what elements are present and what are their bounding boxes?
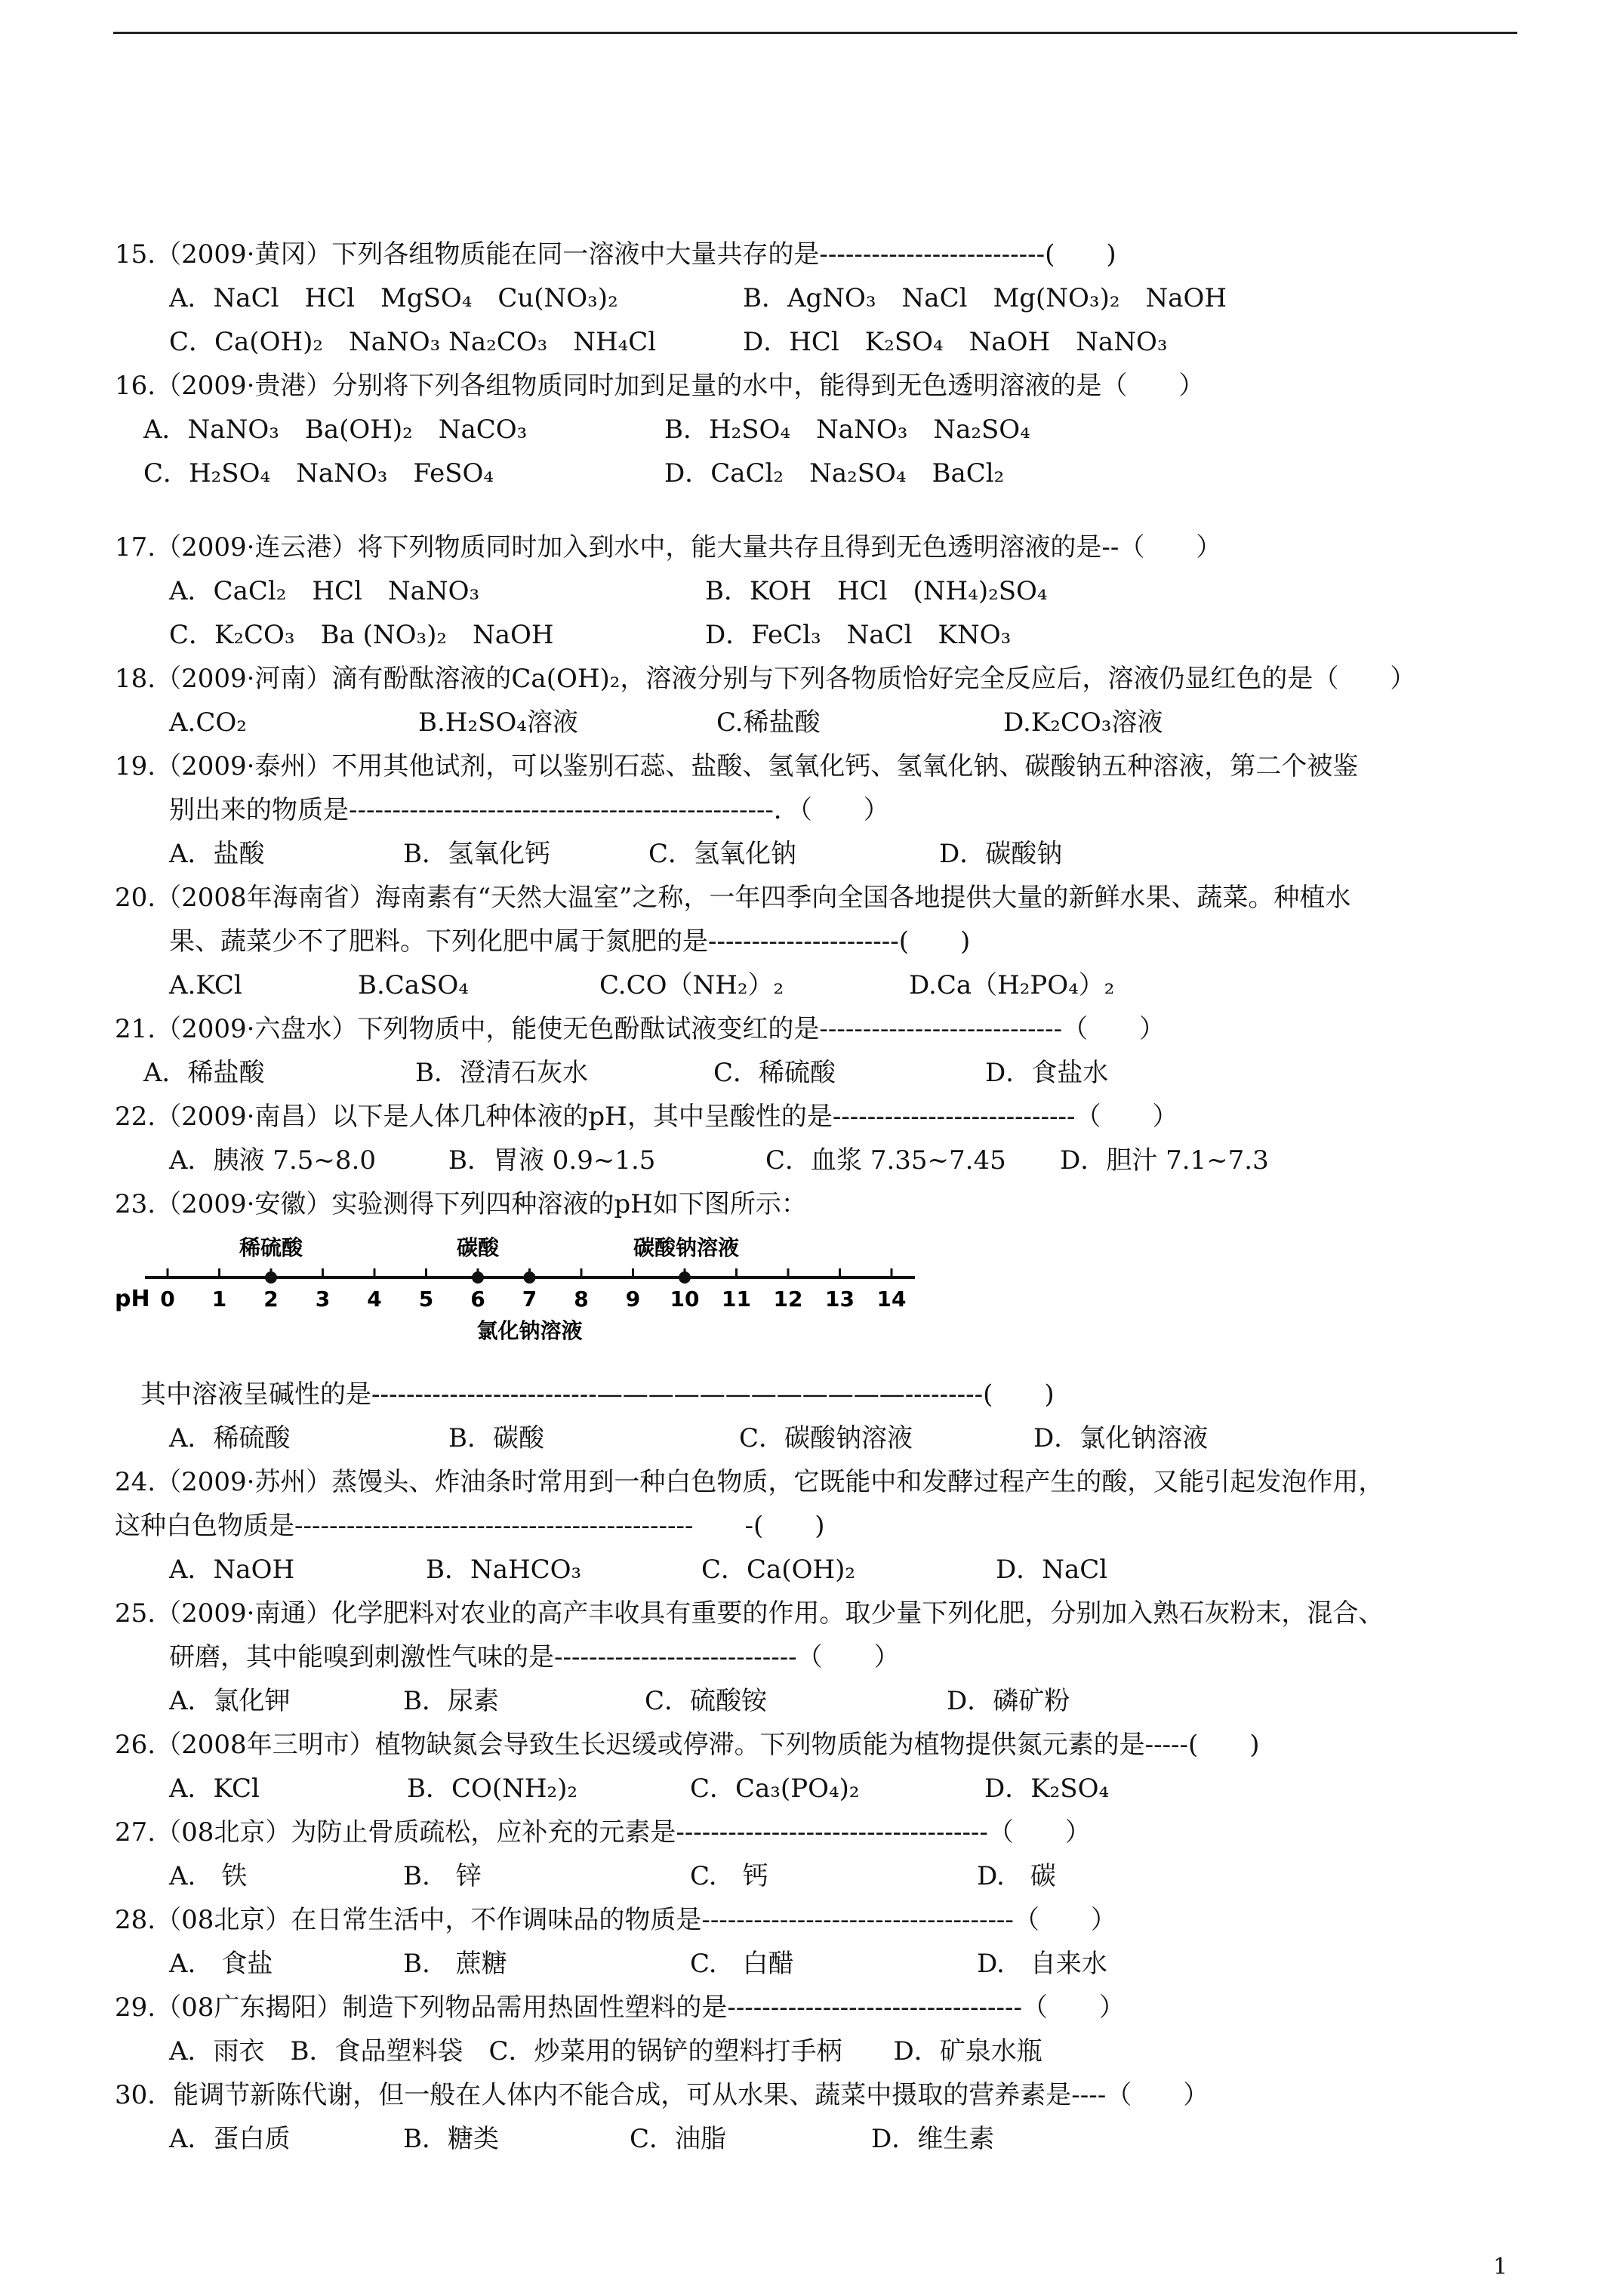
option-text: A．稀盐酸 — [143, 1058, 265, 1088]
option-text: D. 自来水 — [977, 1949, 1107, 1979]
option-text: C．油脂 — [630, 2124, 727, 2154]
option-text: B．澄清石灰水 — [415, 1058, 588, 1088]
option-text: A．氯化钾 — [169, 1686, 291, 1716]
option-text: D．食盐水 — [985, 1058, 1109, 1088]
option-text: C. 白醋 — [690, 1949, 794, 1979]
option-text: A．NaOH — [169, 1555, 295, 1585]
option-text: D．K₂SO₄ — [984, 1774, 1110, 1804]
question-stem-continued: 研磨，其中能嗅到刺激性气味的是----------------------------（ ） — [169, 1642, 900, 1672]
options-row — [115, 1854, 1519, 1898]
question-18 — [115, 657, 1519, 744]
ph-tick-label: 8 — [574, 1287, 589, 1311]
question-20 — [115, 876, 1519, 1007]
options-row — [115, 832, 1519, 876]
ph-tick-label: 12 — [773, 1287, 803, 1311]
option-text: B．糖类 — [403, 2124, 499, 2154]
option-text: D．NaCl — [996, 1555, 1108, 1585]
option-text: A．KCl — [169, 1774, 260, 1804]
options-row — [115, 1679, 1519, 1723]
option-text: D．氯化钠溶液 — [1033, 1423, 1209, 1453]
options-row — [115, 408, 1519, 451]
ph-tick-label: 6 — [470, 1287, 485, 1311]
question-stem: 29.（08广东揭阳）制造下列物品需用热固性塑料的是----------------------------------（ ） — [115, 1992, 1125, 2023]
option-text: B．氢氧化钙 — [403, 839, 550, 869]
options-row — [115, 2029, 1519, 2073]
ph-scale-diagram — [115, 1234, 915, 1347]
question-stem: 16.（2009·贵港）分别将下列各组物质同时加到足量的水中，能得到无色透明溶液的是（ ） — [115, 371, 1205, 401]
option-text: D．碳酸钠 — [939, 839, 1063, 869]
question-28 — [115, 1898, 1519, 1986]
option-text: A．CaCl₂ HCl NaNO₃ — [169, 576, 480, 606]
option-text: A．雨衣 B．食品塑料袋 C．炒菜用的锅铲的塑料打手柄 D．矿泉水瓶 — [169, 2036, 1042, 2066]
option-text: A．蛋白质 — [169, 2124, 291, 2154]
option-text: B．NaHCO₃ — [426, 1555, 582, 1585]
page-number: 1 — [1493, 2254, 1508, 2280]
question-stem-continued: 果、蔬菜少不了肥料。下列化肥中属于氮肥的是----------------------( ) — [169, 926, 971, 957]
option-text: D.K₂CO₃溶液 — [1003, 707, 1163, 738]
question-stem: 26.（2008年三明市）植物缺氮会导致生长迟缓或停滞。下列物质能为植物提供氮元素的是-----( ) — [115, 1730, 1260, 1760]
option-text: B．尿素 — [403, 1686, 499, 1716]
question-17 — [115, 525, 1519, 657]
question-stem: 22.（2009·南昌）以下是人体几种体液的pH，其中呈酸性的是----------------------------（ ） — [115, 1102, 1178, 1132]
ph-marker-label: 碳酸钠溶液 — [633, 1235, 740, 1260]
question-stem: 23.（2009·安徽）实验测得下列四种溶液的pH如下图所示： — [115, 1189, 807, 1219]
ph-tick-label: 9 — [625, 1287, 641, 1311]
question-29 — [115, 1986, 1519, 2073]
ph-tick-label: 3 — [315, 1287, 331, 1311]
ph-tick-label: 4 — [367, 1287, 382, 1311]
options-row — [115, 1942, 1519, 1986]
option-text: D．FeCl₃ NaCl KNO₃ — [705, 620, 1012, 650]
question-16 — [115, 364, 1519, 495]
question-stem: 15.（2009·黄冈）下列各组物质能在同一溶液中大量共存的是--------------------------( ) — [115, 239, 1116, 270]
ph-tick-label: 0 — [160, 1287, 175, 1311]
options-row — [115, 451, 1519, 495]
question-27 — [115, 1811, 1519, 1898]
ph-marker-dot — [679, 1271, 691, 1284]
question-stem: 19.（2009·泰州）不用其他试剂，可以鉴别石蕊、盐酸、氢氧化钙、氢氧化钠、碳酸钠五种溶液，第二个被鉴 — [115, 751, 1359, 781]
question-stem: 30．能调节新陈代谢，但一般在人体内不能合成，可从水果、蔬菜中摄取的营养素是----（ ） — [115, 2080, 1209, 2110]
question-24 — [115, 1460, 1519, 1592]
question-stem: 20.（2008年海南省）海南素有“天然大温室”之称，一年四季向全国各地提供大量的新鲜水果、蔬菜。种植水 — [115, 883, 1351, 913]
options-row — [115, 569, 1519, 613]
options-row — [115, 613, 1519, 657]
ph-marker-label: 碳酸 — [456, 1235, 500, 1260]
option-text: A.CO₂ — [169, 707, 247, 738]
option-text: A. 食盐 — [169, 1949, 273, 1979]
option-text: D．CaCl₂ Na₂SO₄ BaCl₂ — [664, 458, 1005, 488]
question-stem-continued: 其中溶液呈碱性的是--------------------------————————————---------( ) — [115, 1379, 1055, 1410]
option-text: A．胰液 7.5~8.0 — [169, 1145, 376, 1176]
option-text: B．H₂SO₄ NaNO₃ Na₂SO₄ — [664, 415, 1030, 445]
question-21 — [115, 1007, 1519, 1095]
option-text: C．Ca(OH)₂ — [701, 1555, 855, 1585]
option-text: D．磷矿粉 — [947, 1686, 1070, 1716]
header-rule — [113, 32, 1517, 34]
option-text: A.KCl — [169, 970, 242, 1000]
option-text: B．AgNO₃ NaCl Mg(NO₃)₂ NaOH — [743, 283, 1227, 313]
option-text: A. 铁 — [169, 1861, 248, 1891]
option-text: D．HCl K₂SO₄ NaOH NaNO₃ — [743, 327, 1168, 357]
question-15 — [115, 233, 1519, 364]
options-row — [115, 1767, 1519, 1811]
question-stem: 28.（08北京）在日常生活中，不作调味品的物质是------------------------------------（ ） — [115, 1905, 1116, 1935]
option-text: B. 锌 — [403, 1861, 482, 1891]
question-stem-continued: 别出来的物质是-------------------------------------------------．（ ） — [169, 795, 889, 825]
option-text: C．Ca(OH)₂ NaNO₃ Na₂CO₃ NH₄Cl — [169, 327, 657, 357]
ph-tick-label: 1 — [211, 1287, 227, 1311]
option-text: B．胃液 0.9~1.5 — [448, 1145, 656, 1176]
ph-tick-label: 10 — [670, 1287, 700, 1311]
option-text: A．NaNO₃ Ba(OH)₂ NaCO₃ — [143, 415, 528, 445]
option-text: C．氢氧化钠 — [648, 839, 797, 869]
options-row — [115, 701, 1519, 744]
ph-tick-label: 2 — [263, 1287, 279, 1311]
options-row — [115, 1051, 1519, 1095]
ph-tick-label: 5 — [418, 1287, 434, 1311]
question-stem: 18.（2009·河南）滴有酚酞溶液的Ca(OH)₂，溶液分别与下列各物质恰好完全反应后，溶液仍显红色的是（ ） — [115, 664, 1416, 694]
question-stem: 21.（2009·六盘水）下列物质中，能使无色酚酞试液变红的是----------------------------（ ） — [115, 1014, 1166, 1044]
question-stem: 25.（2009·南通）化学肥料对农业的高产丰收具有重要的作用。取少量下列化肥，分别加入熟石灰粉末，混合、 — [115, 1598, 1384, 1629]
ph-tick-label: 13 — [825, 1287, 855, 1311]
ph-marker-label: 氯化钠溶液 — [476, 1318, 583, 1343]
options-row — [115, 1416, 1519, 1460]
option-text: C．H₂SO₄ NaNO₃ FeSO₄ — [143, 458, 494, 488]
question-stem: 27.（08北京）为防止骨质疏松，应补充的元素是------------------------------------（ ） — [115, 1817, 1091, 1848]
option-text: A．盐酸 — [169, 839, 265, 869]
option-text: C．K₂CO₃ Ba (NO₃)₂ NaOH — [169, 620, 554, 650]
question-stem: 24.（2009·苏州）蒸馒头、炸油条时常用到一种白色物质，它既能中和发酵过程产生的酸，又能引起发泡作用， — [115, 1467, 1384, 1497]
ph-tick-label: 14 — [876, 1287, 907, 1311]
ph-marker-dot — [524, 1271, 536, 1284]
option-text: B．KOH HCl (NH₄)₂SO₄ — [705, 576, 1048, 606]
question-stem: 17.（2009·连云港）将下列物质同时加入到水中，能大量共存且得到无色透明溶液的是--（ ） — [115, 532, 1222, 562]
option-text: D. 碳 — [977, 1861, 1056, 1891]
question-30 — [115, 2073, 1519, 2161]
ph-tick-label: 7 — [522, 1287, 537, 1311]
option-text: C．稀硫酸 — [713, 1058, 836, 1088]
option-text: D.Ca（H₂PO₄）₂ — [909, 970, 1115, 1000]
question-stem-continued: 这种白色物质是---------------------------------------------- -( ) — [115, 1511, 825, 1541]
ph-marker-dot — [265, 1271, 277, 1284]
ph-marker-dot — [472, 1271, 484, 1284]
option-text: D．维生素 — [871, 2124, 995, 2154]
ph-marker-label: 稀硫酸 — [239, 1235, 303, 1260]
options-row — [115, 963, 1519, 1007]
option-text: B．碳酸 — [448, 1423, 544, 1453]
option-text: B. 蔗糖 — [403, 1949, 507, 1979]
option-text: C.CO（NH₂）₂ — [599, 970, 784, 1000]
options-row — [115, 1548, 1519, 1592]
question-26 — [115, 1723, 1519, 1811]
option-text: B.H₂SO₄溶液 — [418, 707, 578, 738]
question-22 — [115, 1095, 1519, 1182]
option-text: A．稀硫酸 — [169, 1423, 291, 1453]
ph-axis-label: pH — [115, 1286, 150, 1312]
options-row — [115, 276, 1519, 320]
options-row — [115, 320, 1519, 364]
ph-tick-label: 11 — [722, 1287, 751, 1311]
options-row — [115, 1139, 1519, 1182]
option-text: B.CaSO₄ — [358, 970, 469, 1000]
option-text: A．NaCl HCl MgSO₄ Cu(NO₃)₂ — [169, 283, 618, 313]
option-text: B．CO(NH₂)₂ — [407, 1774, 578, 1804]
question-list — [115, 233, 1519, 2161]
options-row — [115, 2117, 1519, 2161]
option-text: C．血浆 7.35~7.45 — [765, 1145, 1006, 1176]
option-text: C．Ca₃(PO₄)₂ — [690, 1774, 860, 1804]
option-text: C．碳酸钠溶液 — [739, 1423, 913, 1453]
option-text: C．硫酸铵 — [645, 1686, 768, 1716]
option-text: C.稀盐酸 — [716, 707, 821, 738]
question-25 — [115, 1592, 1519, 1723]
option-text: C. 钙 — [690, 1861, 768, 1891]
option-text: D．胆汁 7.1~7.3 — [1060, 1145, 1269, 1176]
question-19 — [115, 744, 1519, 876]
question-23 — [115, 1182, 1519, 1460]
